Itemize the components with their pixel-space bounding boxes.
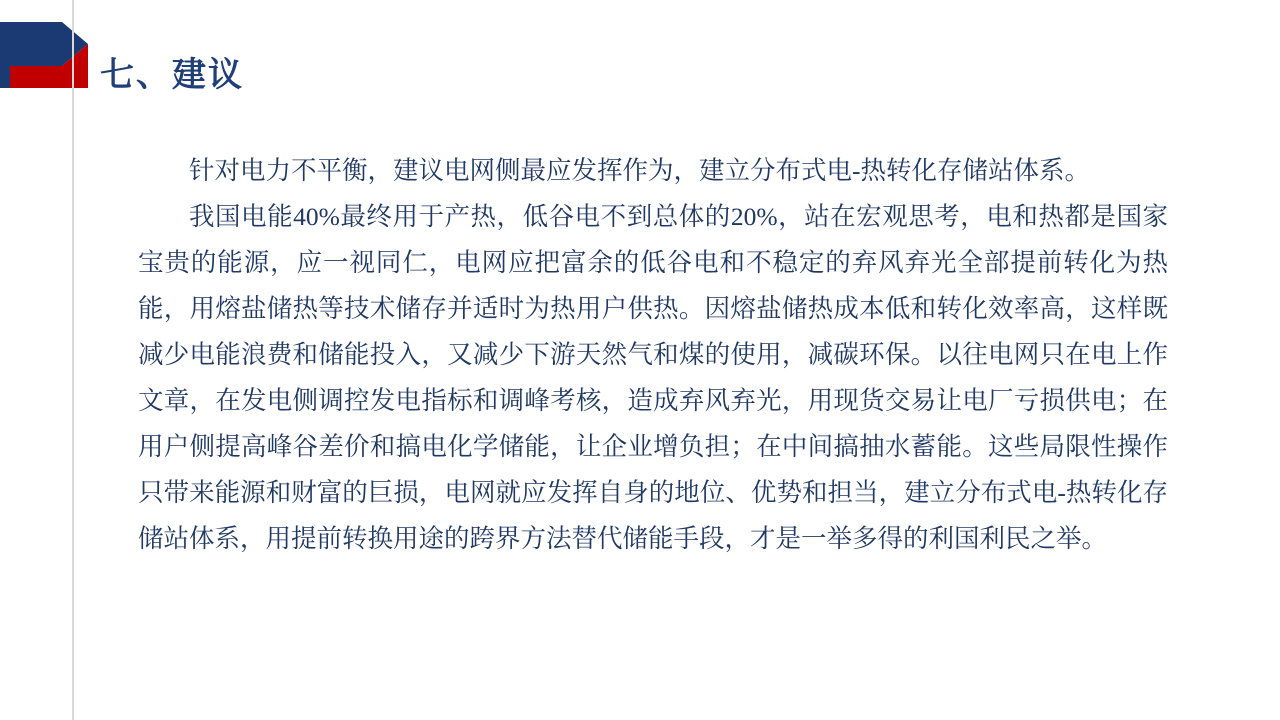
page-title: 七、建议 [100,57,244,94]
paragraph-2: 我国电能40%最终用于产热，低谷电不到总体的20%，站在宏观思考，电和热都是国家宝贵的能源，应一视同仁，电网应把富余的低谷电和不稳定的弃风弃光全部提前转化为热能，用熔盐储热等技术储存并适时为热用户供热。因熔盐储热成本低和转化效率高，这样既减少电能浪费和储能投入，又减少下游天然气和煤的使用，减碳环保。以往电网只在电上作文章，在发电侧调控发电指标和调峰考核，造成弃风弃光，用现货交易让电厂亏损供电；在用户侧提高峰谷差价和搞电化学储能，让企业增负担；在中间搞抽水蓄能。这些局限性操作只带来能源和财富的巨损，电网就应发挥自身的地位、优势和担当，建立分布式电-热转化存储站体系，用提前转换用途的跨界方法替代储能手段，才是一举多得的利国利民之举。 [138,202,1168,553]
body-content [138,148,1168,562]
left-vertical-divider [72,0,74,720]
paragraph-1: 针对电力不平衡，建议电网侧最应发挥作为，建立分布式电-热转化存储站体系。 [189,156,1090,185]
corner-flag-icon [0,22,88,100]
title-block [100,56,244,97]
